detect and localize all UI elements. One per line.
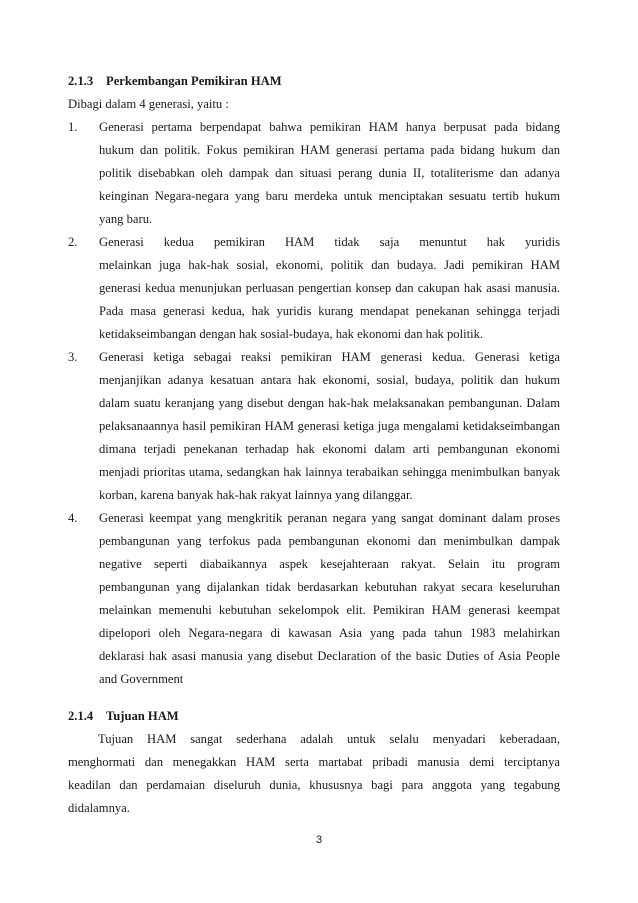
text-line: Pada masa generasi kedua, hak yuridis kurang mendapat penekanan sehingga terjadi — [99, 304, 560, 318]
text-line: and Government — [99, 672, 184, 686]
item-number: 2. — [68, 235, 78, 249]
text-line: menghormati dan menegakkan HAM serta martabat pribadi manusia demi terciptanya — [68, 755, 560, 769]
text-line: menjadi prioritas utama, sedangkan hak lainnya terabaikan sehingga menimbulkan banyak — [99, 465, 560, 479]
item-number: 3. — [68, 350, 78, 364]
section-number: 2.1.3 — [68, 74, 94, 88]
text-line: keinginan Negara-negara yang baru merdeka untuk menciptakan sesuatu tertib hukum — [99, 189, 560, 203]
text-line: menjanjikan adanya kesatuan antara hak ekonomi, sosial, budaya, politik dan hukum — [99, 373, 560, 387]
text-line: melainkan memenuhi kebutuhan sekelompok elit. Pemikiran HAM generasi keempat — [99, 603, 560, 617]
list-item-generation-3 — [68, 346, 560, 507]
text-line: Generasi pertama berpendapat bahwa pemikiran HAM hanya berpusat pada bidang — [99, 120, 560, 134]
item-number: 1. — [68, 120, 78, 134]
tujuan-paragraph — [68, 728, 560, 820]
list-item-generation-4 — [68, 507, 560, 691]
list-item-generation-1 — [68, 116, 560, 231]
intro-text: Dibagi dalam 4 generasi, yaitu : — [68, 97, 229, 111]
section-number: 2.1.4 — [68, 709, 94, 723]
text-line: Generasi keempat yang mengkritik peranan negara yang sangat dominant dalam proses — [99, 511, 560, 525]
text-line: generasi kedua menunjukan perluasan pengertian konsep dan cakupan hak asasi manusia. — [99, 281, 560, 295]
text-line: Generasi ketiga sebagai reaksi pemikiran HAM generasi kedua. Generasi ketiga — [99, 350, 560, 364]
list-item-generation-2 — [68, 231, 560, 346]
item-number: 4. — [68, 511, 78, 525]
section-heading-2-1-4 — [68, 705, 560, 728]
section-heading-2-1-3 — [68, 70, 560, 93]
text-line: negative seperti diabaikannya aspek kesejahteraan rakyat. Selain itu program — [99, 557, 560, 571]
text-line: dipelopori oleh Negara-negara di kawasan Asia yang pada tahun 1983 melahirkan — [99, 626, 560, 640]
text-line: pembangunan yang dijalankan tidak berdasarkan kebutuhan rakyat secara keseluruhan — [99, 580, 560, 594]
text-line: didalamnya. — [68, 801, 130, 815]
text-line: ketidakseimbangan dengan hak sosial-budaya, hak ekonomi dan hak politik. — [99, 327, 484, 341]
text-line: keadilan dan perdamaian diseluruh dunia, khususnya bagi para anggota yang tegabung — [68, 778, 560, 792]
text-line: yang baru. — [99, 212, 153, 226]
section-title: Perkembangan Pemikiran HAM — [106, 74, 282, 88]
text-line: Tujuan HAM sangat sederhana adalah untuk selalu menyadari keberadaan, — [98, 732, 560, 746]
text-line: Generasi kedua pemikiran HAM tidak saja menuntut hak yuridis — [99, 235, 560, 249]
document-page — [68, 70, 560, 820]
text-line: pembangunan yang terfokus pada pembangunan ekonomi dan menimbulkan dampak — [99, 534, 560, 548]
section-spacer — [68, 691, 560, 705]
text-line: hukum dan politik. Fokus pemikiran HAM generasi pertama pada bidang hukum dan — [99, 143, 560, 157]
text-line: pelaksanaannya hasil pemikiran HAM generasi ketiga juga mengalami ketidakseimbangan — [99, 419, 560, 433]
generation-list — [68, 116, 560, 691]
section-title: Tujuan HAM — [106, 709, 179, 723]
text-line: korban, karena banyak hak-hak rakyat lainnya yang dilanggar. — [99, 488, 413, 502]
text-line: dalam suatu keranjang yang disebut dengan hak-hak melaksanakan pembangunan. Dalam — [99, 396, 560, 410]
page-number: 3 — [315, 834, 323, 846]
text-line: deklarasi hak asasi manusia yang disebut Declaration of the basic Duties of Asia People — [99, 649, 560, 663]
text-line: melainkan juga hak-hak sosial, ekonomi, politik dan budaya. Jadi pemikiran HAM — [99, 258, 560, 272]
text-line: dimana terjadi penekanan terhadap hak ekonomi dalam arti pembangunan ekonomi — [99, 442, 560, 456]
text-line: politik disebabkan oleh dampak dan situasi perang dunia II, totaliterisme dan adanya — [99, 166, 560, 180]
